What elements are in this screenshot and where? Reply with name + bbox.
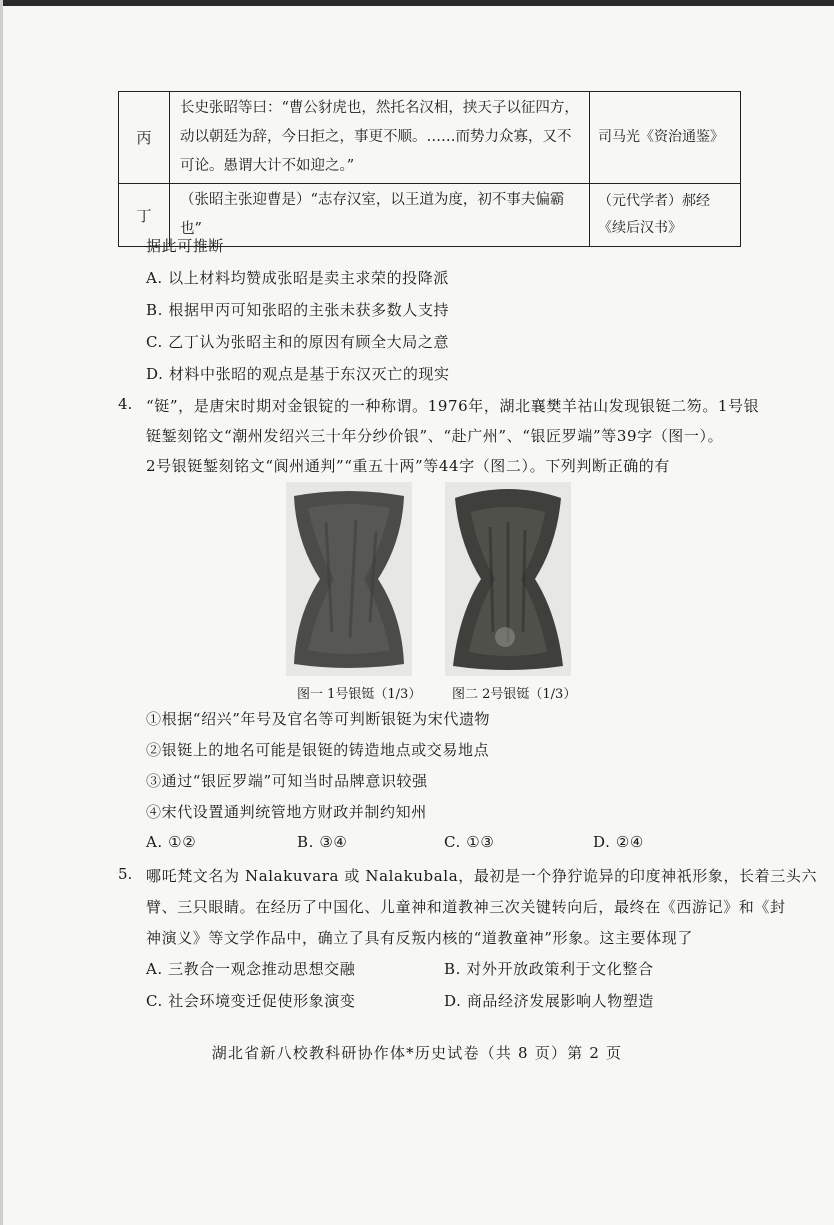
q5-option-a: A. 三教合一观念推动思想交融 [146, 960, 356, 978]
q5-number: 5. [118, 865, 133, 883]
q4-item-2: ②银铤上的地名可能是银铤的铸造地点或交易地点 [146, 741, 490, 759]
q3-option-a: A. 以上材料均赞成张昭是卖主求荣的投降派 [146, 269, 449, 287]
row-text: 长史张昭等曰：“曹公豺虎也，然托名汉相，挟天子以征四方，动以朝廷为辞，今日拒之，事更不顺。……而势力众寡，又不可论。愚谓大计不如迎之。” [170, 92, 590, 184]
q4-stem-line-1: “铤”，是唐宋时期对金银锭的一种称谓。1976年，湖北襄樊羊祜山发现银铤二笏。1号银 [146, 397, 760, 415]
q4-item-4: ④宋代设置通判统管地方财政并制约知州 [146, 803, 427, 821]
row-label: 丙 [119, 92, 170, 184]
q3-option-c: C. 乙丁认为张昭主和的原因有顾全大局之意 [146, 333, 450, 351]
figure-1-caption: 图一 1号银铤（1/3） [297, 687, 422, 702]
q4-option-d: D. ②④ [593, 833, 644, 851]
scan-top-edge [0, 0, 834, 6]
silver-ingot-2-image [445, 482, 571, 676]
q3-option-d: D. 材料中张昭的观点是基于东汉灭亡的现实 [146, 365, 450, 383]
row-source: 司马光《资治通鉴》 [590, 92, 741, 184]
q3-stem: 据此可推断 [146, 237, 225, 255]
table-row [119, 92, 741, 184]
figure-2-caption: 图二 2号银铤（1/3） [452, 687, 577, 702]
q4-option-c: C. ①③ [444, 833, 495, 851]
q4-item-3: ③通过“银匠罗端”可知当时品牌意识较强 [146, 772, 428, 790]
q4-item-1: ①根据“绍兴”年号及官名等可判断银铤为宋代遗物 [146, 710, 491, 728]
q5-stem-line-2: 臂、三只眼睛。在经历了中国化、儿童神和道教神三次关键转向后，最终在《西游记》和《封 [146, 898, 786, 916]
q5-stem-line-3: 神演义》等文学作品中，确立了具有反叛内核的“道教童神”形象。这主要体现了 [146, 929, 693, 947]
q4-stem-line-3: 2号银铤錾刻铭文“阆州通判”“重五十两”等44字（图二）。下列判断正确的有 [146, 457, 671, 475]
row-source: （元代学者）郝经《续后汉书》 [590, 184, 741, 247]
q5-stem-line-1: 哪吒梵文名为 Nalakuvara 或 Nalakubala，最初是一个狰狞诡异的印度神祇形象，长着三头六 [146, 867, 818, 885]
q5-option-d: D. 商品经济发展影响人物塑造 [444, 992, 655, 1010]
row-label: 丁 [119, 184, 170, 247]
q4-stem-line-2: 铤錾刻铭文“潮州发绍兴三十年分纱价银”、“赴广州”、“银匠罗端”等39字（图一）。 [146, 427, 724, 445]
q4-option-a: A. ①② [146, 833, 197, 851]
silver-ingot-1-image [286, 482, 412, 676]
q3-option-b: B. 根据甲丙可知张昭的主张未获多数人支持 [146, 301, 450, 319]
source-material-table [118, 91, 741, 247]
q5-option-b: B. 对外开放政策利于文化整合 [444, 960, 654, 978]
q5-option-c: C. 社会环境变迁促使形象演变 [146, 992, 356, 1010]
page-footer: 湖北省新八校教科研协作体*历史试卷（共 8 页）第 2 页 [211, 1044, 623, 1062]
row-text: （张昭主张迎曹是）“志存汉室，以王道为度，初不事夫偏霸也” [170, 184, 590, 247]
q4-number: 4. [118, 395, 133, 413]
q4-option-b: B. ③④ [297, 833, 348, 851]
